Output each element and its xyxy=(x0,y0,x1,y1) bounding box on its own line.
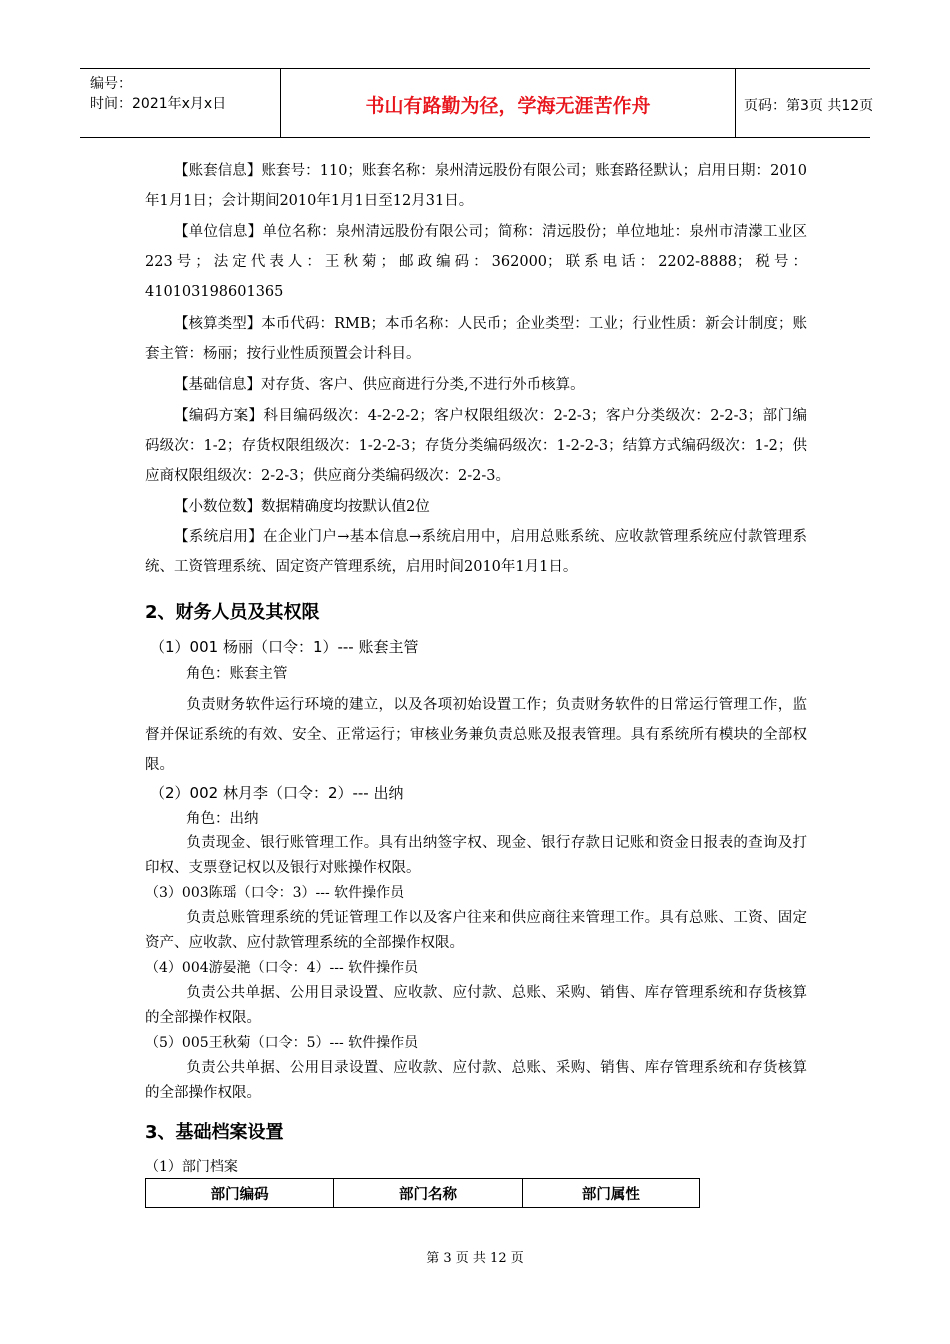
person4-heading: （4）004游晏滟（口令：4）--- 软件操作员 xyxy=(145,960,419,976)
person2-role: 角色：出纳 xyxy=(186,811,259,827)
header-motto-cell xyxy=(280,69,736,137)
header-page-cell xyxy=(736,69,874,137)
person1-heading: （1）001 杨丽（口令：1）--- 账套主管 xyxy=(150,638,419,656)
section2-title: 2、财务人员及其权限 xyxy=(145,602,320,623)
page-info: 页码：第3页 共12页 xyxy=(744,98,874,114)
paragraph-basic-info: 【基础信息】对存货、客户、供应商进行分类,不进行外币核算。 xyxy=(174,377,585,393)
motto: 书山有路勤为径，学海无涯苦作舟 xyxy=(365,95,651,117)
person3-desc: 负责总账管理系统的凭证管理工作以及客户往来和供应商往来管理工作。具有总账、工资、固定资产、应收款、应付款管理系统的全部操作权限。 xyxy=(145,910,807,951)
section3-title: 3、基础档案设置 xyxy=(145,1122,284,1143)
person5-desc: 负责公共单据、公用目录设置、应收款、应付款、总账、采购、销售、库存管理系统和存货核算的全部操作权限。 xyxy=(145,1060,807,1101)
page-footer: 第 3 页 共 12 页 xyxy=(426,1251,524,1266)
department-table xyxy=(145,1178,700,1208)
person2-heading: （2）002 林月李（口令：2）--- 出纳 xyxy=(150,784,404,802)
paragraph-system-enable: 【系统启用】在企业门户→基本信息→系统启用中，启用总账系统、应收款管理系统应付款管理系统、工资管理系统、固定资产管理系统，启用时间2010年1月1日。 xyxy=(145,529,807,575)
header-meta-cell xyxy=(80,69,280,137)
col-dept-attr: 部门属性 xyxy=(522,1179,699,1208)
paragraph-unit-info: 【单位信息】单位名称：泉州清远股份有限公司；简称：清远股份；单位地址：泉州市清濛工业区223号；法定代表人：王秋菊；邮政编码：362000；联系电话：2202-8888；税号：410103198601365 xyxy=(145,224,807,300)
paragraph-decimal: 【小数位数】数据精确度均按默认值2位 xyxy=(174,499,430,515)
department-archive-heading: （1）部门档案 xyxy=(145,1159,238,1175)
page-header xyxy=(80,68,874,138)
person2-desc: 负责现金、银行账管理工作。具有出纳签字权、现金、银行存款日记账和资金日报表的查询及打印权、支票登记权以及银行对账操作权限。 xyxy=(145,835,807,876)
paragraph-accounting-type: 【核算类型】本币代码：RMB；本币名称：人民币；企业类型：工业；行业性质：新会计制度；账套主管：杨丽；按行业性质预置会计科目。 xyxy=(145,316,807,362)
paragraph-account-info: 【账套信息】账套号：110；账套名称：泉州清远股份有限公司；账套路径默认；启用日期：2010年1月1日；会计期间2010年1月1日至12月31日。 xyxy=(145,163,807,209)
col-dept-code: 部门编码 xyxy=(146,1179,334,1208)
person4-desc: 负责公共单据、公用目录设置、应收款、应付款、总账、采购、销售、库存管理系统和存货核算的全部操作权限。 xyxy=(145,985,807,1026)
person1-desc: 负责财务软件运行环境的建立，以及各项初始设置工作；负责财务软件的日常运行管理工作，监督并保证系统的有效、安全、正常运行；审核业务兼负责总账及报表管理。具有系统所有模块的全部权限。 xyxy=(145,697,807,773)
number-label: 编号： xyxy=(90,76,132,92)
paragraph-coding-scheme: 【编码方案】科目编码级次：4-2-2-2；客户权限组级次：2-2-3；客户分类级次：2-2-3；部门编码级次：1-2；存货权限组级次：1-2-2-3；存货分类编码级次：1-2-2-3；结算方式编码级次：1-2；供应商权限组级次：2-2-3；供应商分类编码级次：2-2-3。 xyxy=(145,408,807,484)
person3-heading: （3）003陈瑶（口令：3）--- 软件操作员 xyxy=(145,885,405,901)
table-header-row xyxy=(146,1179,700,1208)
person5-heading: （5）005王秋菊（口令：5）--- 软件操作员 xyxy=(145,1035,419,1051)
col-dept-name: 部门名称 xyxy=(334,1179,522,1208)
person1-role: 角色：账套主管 xyxy=(186,666,288,682)
date-label: 时间：2021年x月x日 xyxy=(90,96,227,112)
